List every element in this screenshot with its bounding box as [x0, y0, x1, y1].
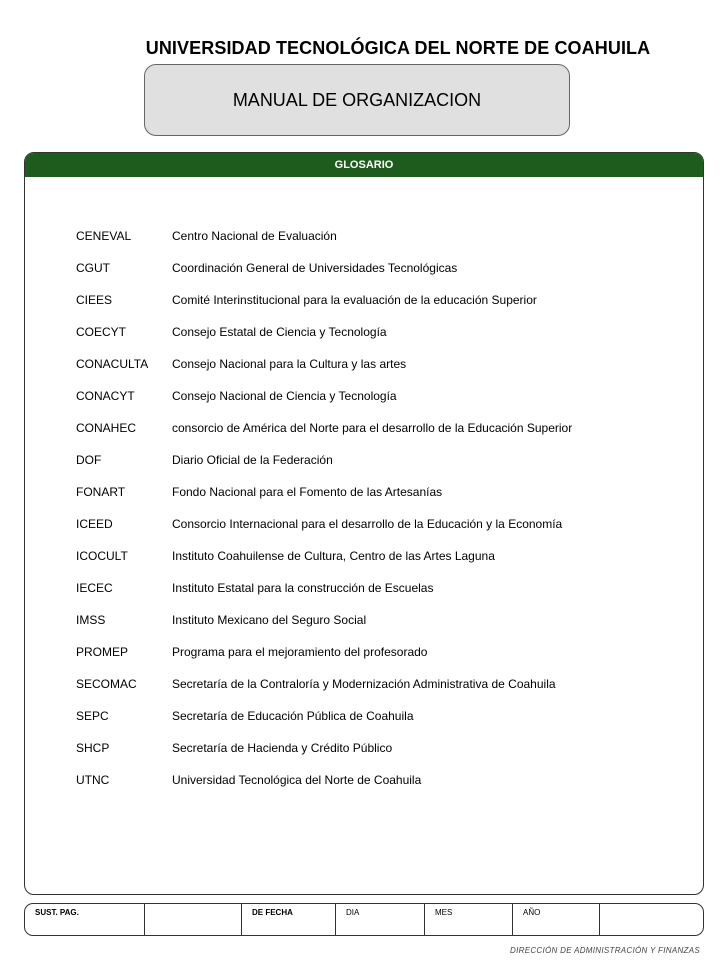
- glossary-entry: [76, 293, 572, 325]
- glossary-entry: [76, 517, 572, 549]
- mes-label: MES: [425, 904, 513, 935]
- glossary-acronym: CONAHEC: [76, 421, 137, 435]
- glossary-acronym: DOF: [76, 453, 102, 467]
- sust-pag-label: SUST. PAG.: [25, 904, 145, 935]
- glossary-entry: [76, 325, 572, 357]
- dia-label: DIA: [336, 904, 425, 935]
- glossary-entry: [76, 581, 572, 613]
- glossary-definition: Instituto Mexicano del Seguro Social: [172, 613, 367, 627]
- glossary-definition: Comité Interinstitucional para la evaluación de la educación Superior: [172, 293, 537, 307]
- manual-title: MANUAL DE ORGANIZACION: [232, 89, 482, 110]
- glossary-entry: [76, 549, 572, 581]
- glossary-definition: Fondo Nacional para el Fomento de las Artesanías: [172, 485, 443, 499]
- manual-title-box: [144, 64, 570, 136]
- footer-bar: [24, 903, 704, 936]
- glossary-acronym: CONACULTA: [76, 357, 149, 371]
- glossary-definition: Consejo Nacional para la Cultura y las artes: [172, 357, 407, 371]
- glossary-definition: Instituto Coahuilense de Cultura, Centro de las Artes Laguna: [172, 549, 495, 563]
- glossary-definition: Consejo Estatal de Ciencia y Tecnología: [172, 325, 387, 339]
- glossary-entry: [76, 677, 572, 709]
- glossary-entry: [76, 613, 572, 645]
- glossary-definition: Consejo Nacional de Ciencia y Tecnología: [172, 389, 397, 403]
- glossary-entry: [76, 453, 572, 485]
- glossary-definition: Secretaría de Hacienda y Crédito Público: [172, 741, 393, 755]
- glossary-entry: [76, 741, 572, 773]
- anio-label: AÑO: [513, 904, 600, 935]
- glossary-entry: [76, 261, 572, 293]
- glossary-definition: Secretaría de Educación Pública de Coahuila: [172, 709, 414, 723]
- footer-extra-cell: [600, 904, 703, 935]
- glossary-acronym: SECOMAC: [76, 677, 137, 691]
- glossary-definition: Programa para el mejoramiento del profesorado: [172, 645, 428, 659]
- glossary-acronym: IECEC: [76, 581, 113, 595]
- glossary-acronym: CIEES: [76, 293, 113, 307]
- glossary-definition: Diario Oficial de la Federación: [172, 453, 333, 467]
- sust-pag-value: [145, 904, 242, 935]
- glossary-entry: [76, 645, 572, 677]
- glossary-definition: Centro Nacional de Evaluación: [172, 229, 337, 243]
- glossary-entry: [76, 389, 572, 421]
- glossary-entry: [76, 357, 572, 389]
- glossary-acronym: IMSS: [76, 613, 106, 627]
- glossary-acronym: ICOCULT: [76, 549, 128, 563]
- glossary-acronym: ICEED: [76, 517, 113, 531]
- footer-note: DIRECCIÓN DE ADMINISTRACIÓN Y FINANZAS: [510, 946, 700, 955]
- glossary-list: [76, 229, 572, 805]
- glossary-entry: [76, 773, 572, 805]
- glossary-definition: Consorcio Internacional para el desarrollo de la Educación y la Economía: [172, 517, 563, 531]
- glossary-acronym: PROMEP: [76, 645, 129, 659]
- glossary-acronym: SHCP: [76, 741, 110, 755]
- glossary-frame: [24, 152, 704, 895]
- glossary-definition: consorcio de América del Norte para el desarrollo de la Educación Superior: [172, 421, 573, 435]
- glossary-acronym: SEPC: [76, 709, 109, 723]
- glossary-definition: Coordinación General de Universidades Tecnológicas: [172, 261, 458, 275]
- glossary-entry: [76, 709, 572, 741]
- glossary-entry: [76, 229, 572, 261]
- glossary-definition: Instituto Estatal para la construcción de Escuelas: [172, 581, 434, 595]
- glossary-definition: Universidad Tecnológica del Norte de Coahuila: [172, 773, 422, 787]
- glossary-acronym: CENEVAL: [76, 229, 132, 243]
- glossary-acronym: CONACYT: [76, 389, 135, 403]
- glossary-heading: GLOSARIO: [25, 153, 703, 177]
- glossary-acronym: COECYT: [76, 325, 127, 339]
- glossary-definition: Secretaría de la Contraloría y Modernización Administrativa de Coahuila: [172, 677, 556, 691]
- glossary-acronym: UTNC: [76, 773, 110, 787]
- glossary-entry: [76, 485, 572, 517]
- de-fecha-label: DE FECHA: [242, 904, 336, 935]
- glossary-acronym: CGUT: [76, 261, 110, 275]
- university-title: UNIVERSIDAD TECNOLÓGICA DEL NORTE DE COAHUILA: [145, 38, 651, 58]
- glossary-acronym: FONART: [76, 485, 126, 499]
- glossary-entry: [76, 421, 572, 453]
